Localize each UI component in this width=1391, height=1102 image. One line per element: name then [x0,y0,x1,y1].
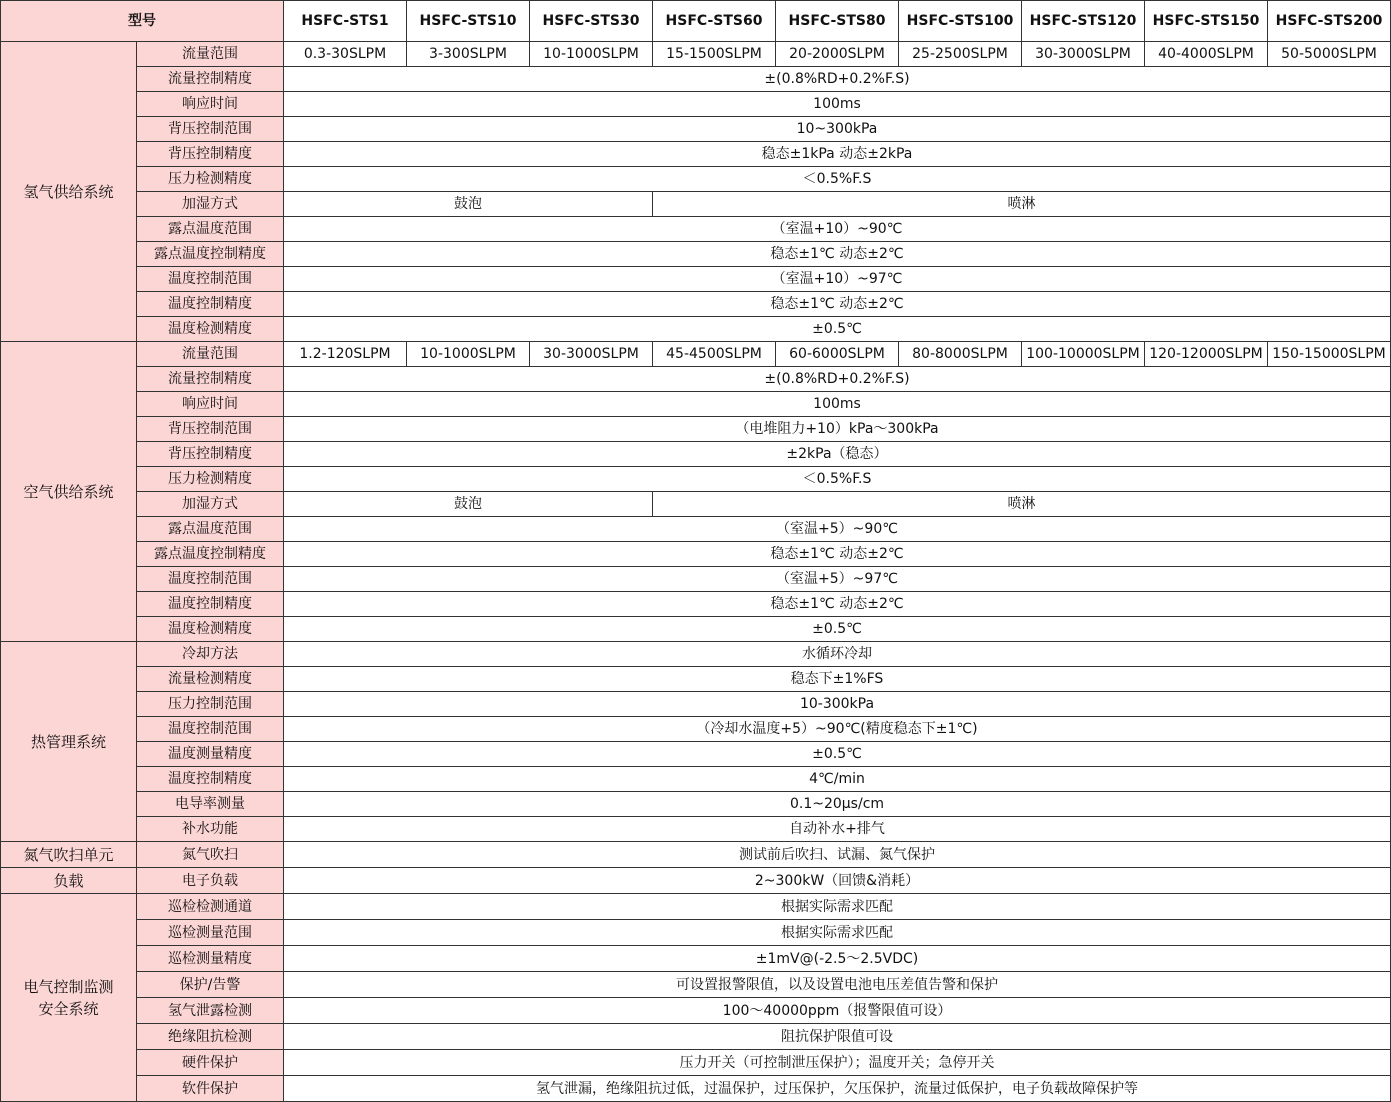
row-label: 露点温度范围 [137,517,284,542]
row-label: 温度测量精度 [137,742,284,767]
table-row [1,492,1391,517]
table-row [1,467,1391,492]
row-label: 硬件保护 [137,1050,284,1076]
value-cell: ±(0.8%RD+0.2%F.S) [284,367,1391,392]
table-row [1,192,1391,217]
table-row [1,894,1391,920]
group-name: 热管理系统 [1,642,137,842]
row-label: 绝缘阻抗检测 [137,1024,284,1050]
table-row [1,217,1391,242]
value-cell: 压力开关（可控制泄压保护）；温度开关；急停开关 [284,1050,1391,1076]
row-label: 温度控制精度 [137,767,284,792]
table-row [1,972,1391,998]
row-label: 巡检检测通道 [137,894,284,920]
value-cell: 稳态±1℃ 动态±2℃ [284,542,1391,567]
value-cell: （室温+10）~90℃ [284,217,1391,242]
row-label: 温度控制范围 [137,717,284,742]
row-label: 背压控制精度 [137,142,284,167]
value-cell: 25-2500SLPM [899,42,1022,67]
table-row [1,117,1391,142]
value-cell: 10-1000SLPM [407,342,530,367]
value-cell: 喷淋 [653,492,1391,517]
value-cell: 鼓泡 [284,492,653,517]
value-cell: 10-300kPa [284,692,1391,717]
spec-table-body [1,1,1391,1102]
value-cell: 50-5000SLPM [1268,42,1391,67]
value-cell: ±0.5℃ [284,742,1391,767]
value-cell: 氢气泄漏，绝缘阻抗过低，过温保护，过压保护，欠压保护，流量过低保护，电子负载故障保护等 [284,1076,1391,1102]
value-cell: 稳态±1℃ 动态±2℃ [284,242,1391,267]
header-model-cell: HSFC-STS100 [899,1,1022,42]
row-label: 补水功能 [137,817,284,842]
row-label: 电子负载 [137,868,284,894]
table-row [1,367,1391,392]
value-cell: 0.3-30SLPM [284,42,407,67]
table-row [1,567,1391,592]
value-cell: 根据实际需求匹配 [284,894,1391,920]
table-row [1,1024,1391,1050]
row-label: 流量控制精度 [137,367,284,392]
table-row [1,517,1391,542]
row-label: 露点温度控制精度 [137,242,284,267]
value-cell: 40-4000SLPM [1145,42,1268,67]
table-row [1,717,1391,742]
value-cell: 4℃/min [284,767,1391,792]
value-cell: 可设置报警限值，以及设置电池电压差值告警和保护 [284,972,1391,998]
table-row [1,617,1391,642]
row-label: 流量范围 [137,42,284,67]
row-label: 露点温度控制精度 [137,542,284,567]
row-label: 氮气吹扫 [137,842,284,868]
value-cell: 30-3000SLPM [530,342,653,367]
value-cell: 自动补水+排气 [284,817,1391,842]
value-cell: 阻抗保护限值可设 [284,1024,1391,1050]
value-cell: 水循环冷却 [284,642,1391,667]
value-cell: 测试前后吹扫、试漏、氮气保护 [284,842,1391,868]
value-cell: ±1mV@(-2.5～2.5VDC) [284,946,1391,972]
value-cell: 稳态±1kPa 动态±2kPa [284,142,1391,167]
table-row [1,42,1391,67]
value-cell: 100ms [284,392,1391,417]
row-label: 加湿方式 [137,192,284,217]
row-label: 压力控制范围 [137,692,284,717]
group-name: 空气供给系统 [1,342,137,642]
table-row [1,742,1391,767]
header-model-cell: HSFC-STS200 [1268,1,1391,42]
value-cell: 100ms [284,92,1391,117]
value-cell: 3-300SLPM [407,42,530,67]
group-name: 氮气吹扫单元 [1,842,137,868]
value-cell: 10~300kPa [284,117,1391,142]
table-row [1,667,1391,692]
row-label: 背压控制精度 [137,442,284,467]
table-row [1,317,1391,342]
table-row [1,642,1391,667]
header-model-cell: HSFC-STS80 [776,1,899,42]
table-row [1,242,1391,267]
value-cell: （冷却水温度+5）~90℃(精度稳态下±1℃) [284,717,1391,742]
row-label: 巡检测量范围 [137,920,284,946]
row-label: 温度控制精度 [137,292,284,317]
group-name-line: 电气控制监测 [23,977,114,996]
value-cell: （室温+5）~90℃ [284,517,1391,542]
value-cell: 80-8000SLPM [899,342,1022,367]
table-row [1,920,1391,946]
table-row [1,998,1391,1024]
row-label: 巡检测量精度 [137,946,284,972]
header-model-cell: HSFC-STS30 [530,1,653,42]
table-row [1,767,1391,792]
table-row [1,167,1391,192]
table-row [1,267,1391,292]
row-label: 背压控制范围 [137,117,284,142]
table-row [1,842,1391,868]
table-row [1,67,1391,92]
value-cell: ＜0.5%F.S [284,467,1391,492]
table-row [1,292,1391,317]
row-label: 背压控制范围 [137,417,284,442]
row-label: 氢气泄露检测 [137,998,284,1024]
value-cell: 喷淋 [653,192,1391,217]
table-row [1,542,1391,567]
value-cell: 15-1500SLPM [653,42,776,67]
row-label: 露点温度范围 [137,217,284,242]
value-cell: 10-1000SLPM [530,42,653,67]
value-cell: 100～40000ppm（报警限值可设） [284,998,1391,1024]
value-cell: （电堆阻力+10）kPa～300kPa [284,417,1391,442]
header-model-label: 型号 [1,1,284,42]
table-row [1,792,1391,817]
row-label: 软件保护 [137,1076,284,1102]
row-label: 冷却方法 [137,642,284,667]
row-label: 响应时间 [137,92,284,117]
value-cell: 稳态±1℃ 动态±2℃ [284,292,1391,317]
value-cell: 鼓泡 [284,192,653,217]
value-cell: 2~300kW（回馈&消耗） [284,868,1391,894]
row-label: 流量控制精度 [137,67,284,92]
value-cell: ＜0.5%F.S [284,167,1391,192]
value-cell: 60-6000SLPM [776,342,899,367]
value-cell: 100-10000SLPM [1022,342,1145,367]
group-name: 氢气供给系统 [1,42,137,342]
table-row [1,868,1391,894]
group-name [1,894,137,1102]
value-cell: 根据实际需求匹配 [284,920,1391,946]
value-cell: 0.1~20μs/cm [284,792,1391,817]
value-cell: ±0.5℃ [284,617,1391,642]
table-row [1,92,1391,117]
row-label: 温度控制范围 [137,267,284,292]
table-row [1,442,1391,467]
value-cell: 45-4500SLPM [653,342,776,367]
value-cell: （室温+5）~97℃ [284,567,1391,592]
group-name: 负载 [1,868,137,894]
table-row [1,392,1391,417]
row-label: 温度控制精度 [137,592,284,617]
table-row [1,1076,1391,1102]
table-row [1,817,1391,842]
table-row [1,142,1391,167]
value-cell: 20-2000SLPM [776,42,899,67]
value-cell: ±(0.8%RD+0.2%F.S) [284,67,1391,92]
value-cell: ±0.5℃ [284,317,1391,342]
row-label: 温度控制范围 [137,567,284,592]
table-row [1,1050,1391,1076]
value-cell: 30-3000SLPM [1022,42,1145,67]
table-row [1,592,1391,617]
table-row [1,946,1391,972]
row-label: 响应时间 [137,392,284,417]
row-label: 加湿方式 [137,492,284,517]
row-label: 温度检测精度 [137,317,284,342]
value-cell: 稳态±1℃ 动态±2℃ [284,592,1391,617]
row-label: 保护/告警 [137,972,284,998]
row-label: 温度检测精度 [137,617,284,642]
table-row [1,342,1391,367]
value-cell: 150-15000SLPM [1268,342,1391,367]
row-label: 压力检测精度 [137,167,284,192]
table-row [1,417,1391,442]
header-model-cell: HSFC-STS120 [1022,1,1145,42]
row-label: 流量检测精度 [137,667,284,692]
value-cell: 120-12000SLPM [1145,342,1268,367]
header-model-cell: HSFC-STS1 [284,1,407,42]
row-label: 压力检测精度 [137,467,284,492]
header-model-cell: HSFC-STS150 [1145,1,1268,42]
value-cell: 1.2-120SLPM [284,342,407,367]
row-label: 电导率测量 [137,792,284,817]
header-model-cell: HSFC-STS60 [653,1,776,42]
table-row [1,692,1391,717]
row-label: 流量范围 [137,342,284,367]
value-cell: （室温+10）~97℃ [284,267,1391,292]
header-row [1,1,1391,42]
value-cell: 稳态下±1%FS [284,667,1391,692]
header-model-cell: HSFC-STS10 [407,1,530,42]
value-cell: ±2kPa（稳态） [284,442,1391,467]
group-name-line: 安全系统 [38,999,99,1018]
